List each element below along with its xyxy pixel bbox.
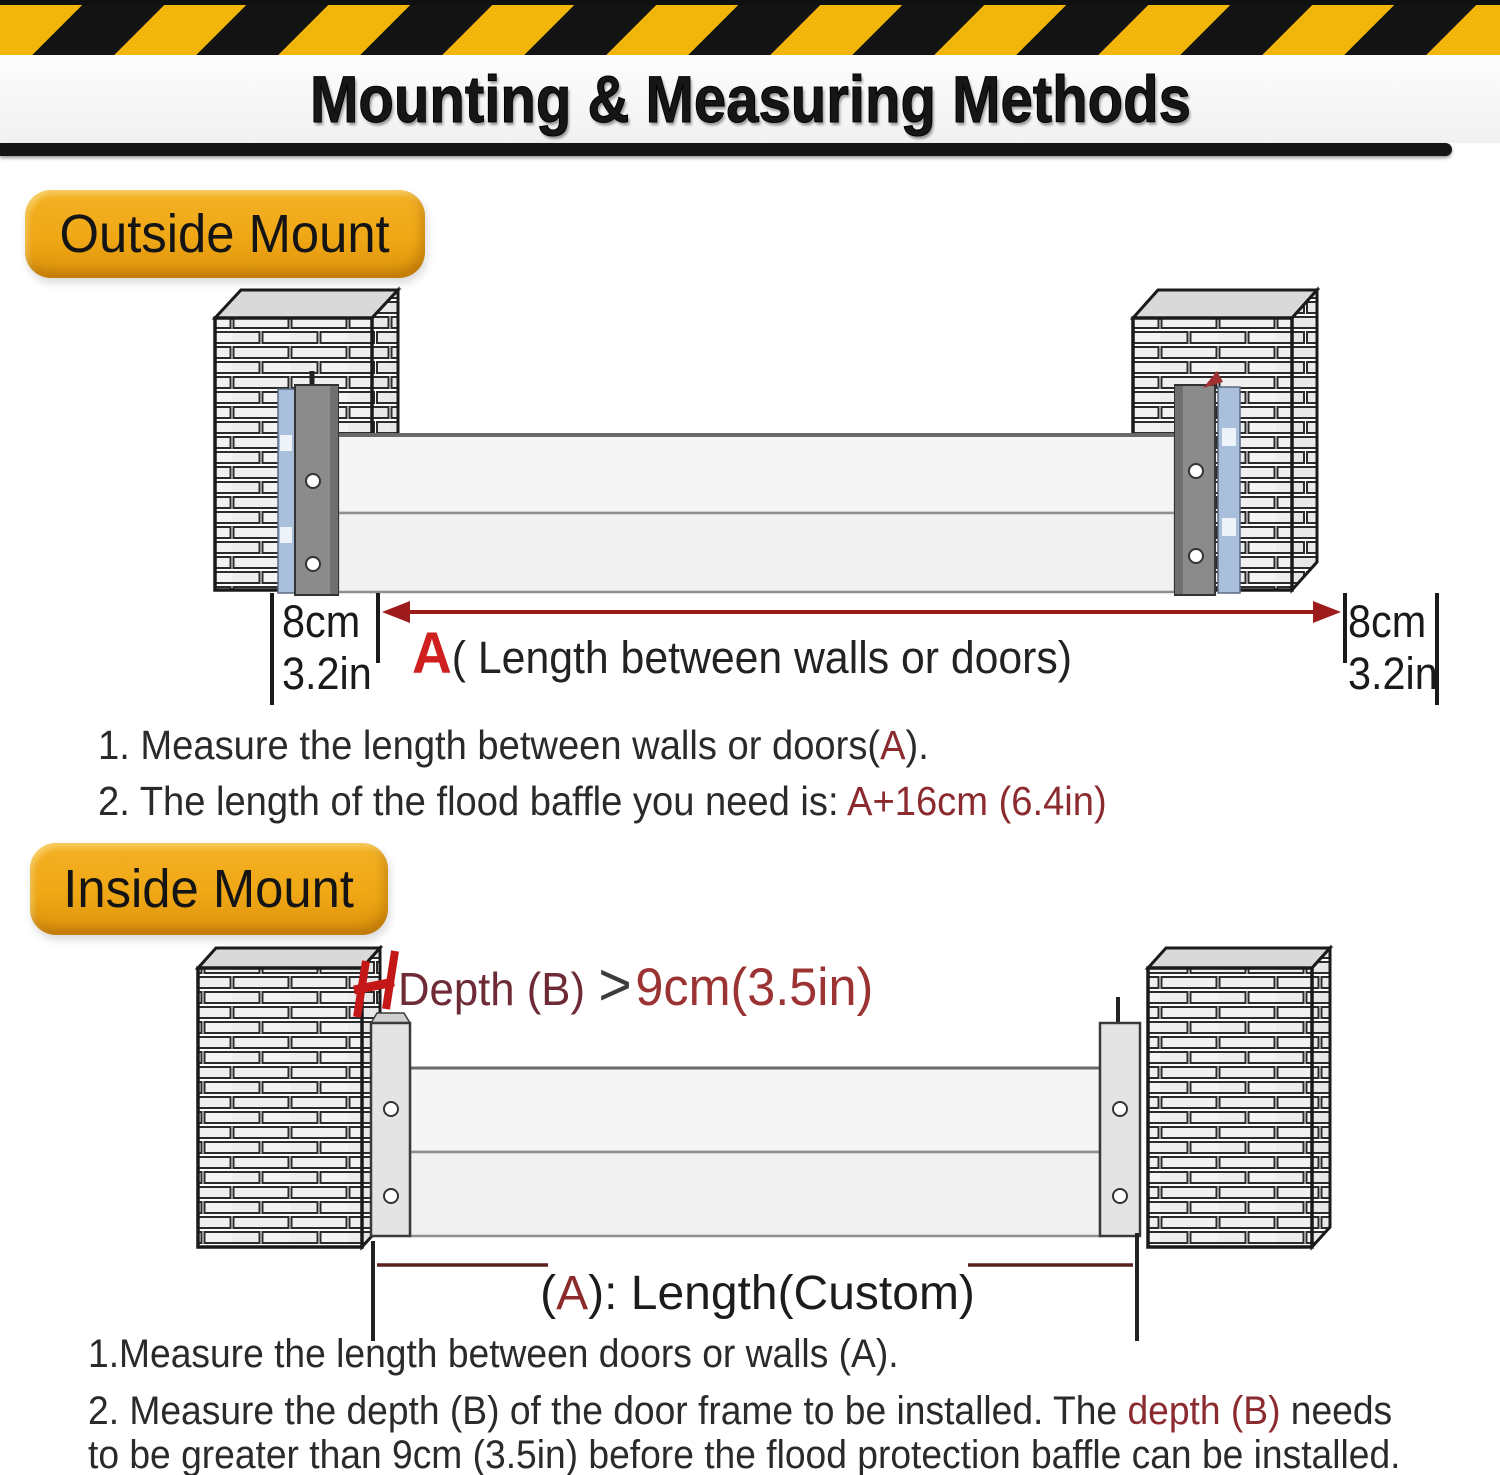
hazard-stripe-banner [0,0,1500,55]
left-offset-cm: 8cm [282,596,361,647]
left-offset-inch: 3.2in [282,648,372,699]
inside-mount-badge [30,843,388,935]
depth-label: Depth (B) [398,963,586,1015]
outside-mount-badge [25,190,425,278]
depth-value: 9cm(3.5in) [635,958,874,1017]
inside-step-2-continued: to be greater than 9cm (3.5in) before the flood protection baffle can be installed. [88,1433,1401,1475]
right-offset-dimension [1348,596,1438,700]
outside-step-1: 1. Measure the length between walls or doors(A). [98,722,929,768]
flood-barrier-boards [410,1068,1100,1236]
right-offset-inch: 3.2in [1348,648,1438,699]
arrow-right-icon [1313,601,1341,623]
arrow-left-icon [382,601,410,623]
page-title: Mounting & Measuring Methods [309,62,1191,136]
right-mount-bracket [1100,997,1140,1236]
inside-step-2: 2. Measure the depth (B) of the door frame to be installed. The depth (B) needs [88,1389,1393,1433]
left-offset-dimension [282,596,372,700]
span-length-label [412,620,1072,687]
inside-mount-badge-label: Inside Mount [63,859,355,919]
flood-barrier-boards [338,435,1175,592]
title-band [0,55,1500,143]
left-mount-bracket [278,371,338,595]
greater-than-sign: > [598,951,632,1018]
right-offset-cm: 8cm [1348,596,1427,647]
title-divider [0,143,1452,156]
right-mount-bracket [1175,371,1240,595]
left-mount-bracket [371,1013,410,1236]
left-brick-pillar [198,948,380,1247]
right-brick-pillar [1148,948,1330,1247]
inside-step-1: 1.Measure the length between doors or walls (A). [88,1332,899,1376]
length-custom-label: (A): Length(Custom) [540,1267,975,1320]
depth-requirement-note [398,950,873,1019]
outside-step-2: 2. The length of the flood baffle you need is: A+16cm (6.4in) [98,778,1107,824]
span-a-letter: A [412,621,452,686]
outside-mount-steps [98,722,1183,824]
outside-mount-badge-label: Outside Mount [59,204,391,264]
span-label-text: ( Length between walls or doors) [451,632,1073,683]
inside-mount-steps [88,1332,1499,1475]
